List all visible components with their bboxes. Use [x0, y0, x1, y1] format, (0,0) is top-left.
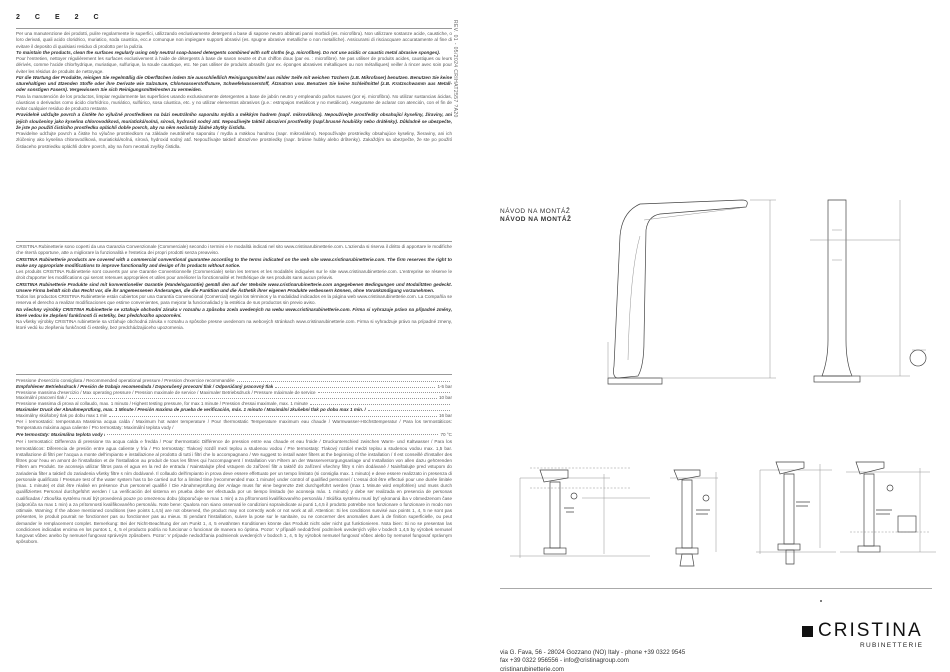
header-code: C: [93, 14, 100, 21]
small-drawing-1: [510, 448, 660, 568]
tech-row: Maximálny skúšobný tlak po dobu max 1 min 16 bar: [16, 412, 452, 418]
text-column: [16, 14, 452, 615]
fax-email-line: fax +39 0322 956556 - info@cristinagroup.com: [500, 657, 629, 665]
small-drawing-3: [756, 448, 836, 568]
divider: [16, 28, 452, 29]
header-code: 2: [74, 14, 80, 21]
warranty-cz: Na všechny výrobky CRISTINA Rubinetterie se vztahuje obchodní záruka v rozsahu a způsobu zcela uvedených na webu www.cristinarubinetterie.com. Firma si vyhrazuje právo na případné změny, které vedou ke zlepšení funkčnosti či estetiky, bez předchozího upozornění.: [16, 306, 452, 318]
maintenance-section: [16, 31, 452, 227]
dot-mark: [820, 600, 822, 602]
warranty-en: CRISTINA Rubinetterie products are covered with a commercial conventional guarantee according to the terms indicated on the web site www.cristinarubinetterie.com. The firm reserves the right to make any appropriate modifications to improve functionality and design of its products without notice.: [16, 256, 452, 268]
header-codes: [16, 14, 452, 26]
tech-row: Pressione massima di prova al collaudo, max. 1 minuto / Highest testing pressure, for max 1 minute / Pression d'essai maximale, max. 1 minute: [16, 401, 452, 407]
maintenance-it: Per una manutenzione dei prodotti, pulire regolarmente le superfici, utilizzando esclusivamente detergenti a base di sapone neutro abbinati panni morbidi (es. microfibra). Non utilizzare sostanze acide, caustiche, o loro derivati, quali acido cloridrico, muriatico, soda caustica, ecc.e comunque non impiegare supporti abrasivi (es. spugne abrasive metalliche o non metalliche). Assicurarsi di risciacquare accuratamente al fine di evitare il deposito di qualsiasi residuo di prodotto per la pulizia.: [16, 31, 452, 49]
warranty-fr: Les produits CRISTINA Rubinetterie sont couverts par une Garantie Conventionnelle (Commerciale) selon les termes et les modalités indiquées sur le site www.cristinarubinetterie.com. L'entreprise se réserve le droit d'apporter les modifications qui seront retenues appropriées et utiles pour améliorer la fonctionnalité et l'esthétique de ses produits sans aucun préavis.: [16, 269, 452, 281]
revision-reference: REV. 01 - 05/2024 CRIHAT2557 ?A20: [452, 20, 458, 118]
tech-row: Pressione d'esercizio consigliata / Recommended operational pressure / Pression d'exercice recommandée: [16, 378, 452, 384]
tech-row: Per i termostatici: temperatura Massima acqua calda / Maximum hot water temperature / Pour thermostatic Temperature maximum eau chaude / Warmwasser-Höchsttemperatur / Para los termostáticos: Temperatura máxima agua caliente / Pro termostaty: Maximální teplota vody /: [16, 418, 452, 430]
warranty-de: CRISTINA Rubinetterie Produkte sind mit konventioneller Garantie (Handelsgarantie) gemäß den auf der Website www.cristinarubinetterie.com angegebenen Bedingungen und Modalitäten gedeckt. Unsere Firma behält sich das Recht vor, die ihr angemessenen Änderungen, die die Funktion und die Ästhetik ihrer eigenen Produkte verbessern können, ohne Vorankündigung vorzunehmen.: [16, 281, 452, 293]
manual-title-1: NÁVOD NA MONTÁŽ: [500, 208, 571, 215]
warranty-es: Todos los productos CRISTINA Rubinetterie están cubiertos por una Garantía Convencional (Comercial) según los términos y la modalidad indicados en la página web www.cristinarubinetterie.com. La Compañía se reserva el derecho a realizar modificaciones que estime convenientes, para mejorar la funcionalidad y la estética de sus productos sin previo aviso.: [16, 294, 452, 306]
maintenance-sk: Pravidelne udržujte povrch a čistite ho výlučne prostriedkom na základe neutrálneho saponátu / mydla a mäkkou handrou (napr. mikrovlákno). Nepoužívajte prostriedky obsahujúce kyseliny, žieraviny, ani ich zlúčeniny ako kyselina chlorovodíková, muriatická/soľná, sírová, hydroxid sodný atď. Nepoužívajte taktiež abrazívne prostriedky (napr. brúsne hubky alebo drôtenky). Zakaždým sa ubezpečte, že ste po použití čistiaceho prostriedku opláchli dobre povrch, aby na ňom neostali zvyšky čistidla.: [16, 131, 452, 149]
maintenance-es: Para la manutención de los productos, limpiar regularmente las superficies usando exclusivamente detergentes a base de jabón neutro y empleando paños suaves (por ej. microfibra). No utilizar sustancias ácidas, cáusticas o derivados como ácido clorhídrico, muriático, sulfúrico, sosa cáustica, etc. y no utilizar elementos abrasivos (p.e.: estropajos metálicos y no metálicos). Asegurarse de aclarar con atención, con el fin de evitar cualquier residuo de producto restante.: [16, 93, 452, 111]
website-line: cristinarubinetterie.com: [500, 665, 564, 672]
divider: [16, 241, 452, 242]
tech-row: Pre termostaty: Maximálna teplota vody / 70 °C: [16, 431, 452, 437]
header-code: E: [54, 14, 61, 21]
technical-data: [16, 378, 452, 437]
warranty-it: CRISTINA Rubinetterie sono coperti da una Garanzia Convenzionale (Commerciale) secondo i termini e le modalità indicati nel sito www.cristinarubinetterie.com. L'azienda si riserva il diritto di apportare le modifiche che riterrà opportune, atte a migliorare la funzionalità e l'estetica dei propri prodotti senza preavviso.: [16, 244, 452, 256]
divider: [16, 374, 452, 375]
logo-subtitle: RUBINETTERIE: [860, 642, 924, 649]
cristina-logo: [802, 622, 937, 652]
logo-name: CRISTINA: [818, 620, 923, 641]
tech-row: Maximaler Druck der Abnahmeprüfung, max. 1 Minute / Presión maxima de prueba de verificación, máx. 1 minuto / Maximální zkušební tlak po dobu max 1 min. /: [16, 407, 452, 413]
manual-title: [500, 208, 572, 224]
company-contact: [500, 649, 685, 672]
footer-divider: [500, 588, 932, 589]
header-code: C: [34, 14, 41, 21]
small-drawing-4: [840, 448, 936, 568]
logo-square-icon: [802, 626, 813, 637]
installation-notes: Per i termostatici: Differenza di pressione tra acqua calda e fredda / Pour thermostatic Différence de pression entre eau chaude et eau froide / Druckunterschied zwischen Warm- und Kaltwasser / Para los termostáticos: Diferencia de presión entre agua caliente y fría / Pro termostaty: Tlakový rozdíl mezi teplou a studenou vodou / Pre termostaty: Tlakový rozdiel medzi teplou a studenou vodou max. 1,5 bar. Installazione di filtri per l'acqua a monte dell'impianto e installazione al prodotto di tutti i filtri che lo accompagnano / We suggest to install water filters at the beginning of the installation / Il est conseillé d'installer des filtres pour l'eau en amont de l'installation et de l'installation au produit de tous les filtres qui l'accompagnent / Installation von Filtern an der Wasserversorgungsanlage und Installation von allen dazu gehörenden Filtern am Produkt. Se aconseja utilizar filtros para el agua en la red de entrada / Nainstalujte před vstupem do zařízení filtr a taktéž do zařízení všechny filtry s ním dodávané / Nainštalujte pred vstupom do zariadenia filter a taktiež do zariadenia všetky filtre s ním dodávané. Il collaudo dell'impianto in prova deve essere effettuato per un tempo limitato (si consiglia max. 1 minuto) e deve essere realizzato in presenza di personale qualificato / Pressure test of the water system has to be carried out for a limited time (recommended max 1 minute) under control of qualified personnel / L'essai doit être effectué pour une durée limitée (max. 1 minute) et doit être réalisé en présence d'un personnel qualifié / Die Abnahmeprüfung der Anlage muss für eine begrenzte Zeit durchgeführt werden (max 1 Minute wird empfohlen) und muss durch qualifiziertes Personal durchgeführt werden / La verificación del sistema en prueba debe ser efectuada por un tiempo limitado (se aconseja máx. 1 minuto) y debe ser realizada en presencia de personas cualificadas / Zkouška systému musí být provedená pouze po omezenou dobu (doporučuje se max 1 min) a za přítomnosti kvalifikovaného personálu / Skúška systému musí byť vykonaná iba v obmedzenom čase (odporúča sa max 1 min) a za prítomnosti kvalifikovaného personálu. Note bene: Qualora non siano osservati le condizioni sopraindicate ai punti 1,4,5 il prodotto potrebbe non funzionare o funzionare in modo non ottimale. Warning: If the above mentioned conditions (see points 1,4,5) are not observed, the product may not correctly work or not work at all. Attention: Si les conditions susvisé aux points 1, 4, 5 ne sont pas présentes, le produit pourrait ne fonctionner pas ou fonctionner pas au mieux. Si pendant l'installation, suivre la pose sur le sanitaire, ou ne concerner des anomalies dues à de finition superficielle, ou peut demander le remplacement complet. Bemerkung: Bei der Nicht-Beachtung der am Punkt 1, 4, 5 erwähnten Konditionen könnte das Produkt nicht oder nicht gut funktionieren. Nota bien: Si no se presentan las condiciones indicadas encima en los puntos 1, 4, 5 el producto podría no funcionar o funcionar de manera no óptima. Pozor: V případě nedodržení podmínek uvedených výše v bodech 1,4,5 by výrobek nemusel fungovat vůbec anebo by nemusel fungovat správným způsobem. Pozor: V prípade nedodržania podmienok uvedených v bodoch 1, 4, 5 by výrobok nemusel fungovať vôbec alebo by nemusel fungovať správnym spôsobom.: [16, 439, 452, 545]
tech-row: Maximální pracovní tlak / 10 bar: [16, 395, 452, 401]
maintenance-de: Für die Wartung der Produkte, reinigen Sie regelmäßig die Oberflächen indem Sie ausschließlich Reinigungsmittel aus milder Seife mit weichen Tüchern (z.B. Mikrofaser) benutzen. Benutzen Sie keine säurehaltigen und ätzenden Stoffe oder ihre Derivate wie Salzsäure, Chlorwasserstoffsäure, Schwefelwasserstoff, Ätznatron usw. Benutzen Sie keine Schleifmittel (z.B. Kratzschwamm aus Metall- oder sonstigen Fasern). Vergewissern Sie sich Reinigungsmittelresten zu vermeiden.: [16, 74, 452, 93]
warranty-section: [16, 244, 452, 356]
address-line: via G. Fava, 56 - 28024 Gozzano (NO) Italy - phone +39 0322 9545: [500, 649, 686, 656]
maintenance-cz: Pravidelně udržujte povrch a čistěte ho výlučně prostředkem na bázi neutrálního saponátu mýdla a měkkým hadrem (např. mikrovlákno). Nepoužívejte prostředky obsahující kyseliny, žíraviny, ani jejich sloučeniny jako kyselina chlorovodíková, muriatická/solná, sírová, hydroxid sodný atd. Nepoužívejte taktéž abrazivní prostředky (např.brusné houbičky nebo drátěnky). Důkladně se ubezpečte, že jste po použití čisticího prostředku opláchli dobře povrch, aby na něm nezůstaly žádné zbytky čistidla.: [16, 112, 452, 130]
tech-row: Pressione massima d'esercizio / Max operating pressure / Pression maximale de service / Maximaler Betriebsdruck / Pressure máximale de service: [16, 390, 452, 396]
manual-title-2: NÁVOD NA MONTÁŽ: [500, 216, 572, 223]
maintenance-en: To maintain the products, clean the surfaces regularly using only neutral soap-based detergents combined with soft cloths (e.g. microfibre). Do not use acidic or caustic metal abrasive sponges).: [16, 49, 441, 55]
maintenance-fr: Pour l'entretien, nettoyer régulièrement les surfaces exclusivement à l'aide de détergents à base de savon neutre et d'un chiffon doux (par ex. : microfibre). Ne pas utiliser de produits acides, caustiques ou leurs dérivés, comme l'acide chlorhydrique, muriatique, sulfurique, la soude caustique, etc. Ne pas utiliser de produits abrasifs (par ex. éponges abrasives métalliques ou non métalliques) veiller à rincer avec soin pour éviter les résidus de produits de nettoyage.: [16, 56, 452, 74]
faucet-drawing: [600, 190, 930, 390]
tech-row: Empfohlener Betriebsdruck / Presión de trabajo recomendada / Doporučený provozní tlak / Odporúčaný pracovný tlak 1-5 bar: [16, 383, 452, 389]
diagram-column: [490, 0, 950, 672]
warranty-sk: Na všetky výrobky CRISTINA rubinetterie sa vzťahuje obchodná záruka v rozsahu a spôsobe presne uvedenom na webových stránkach www.cristinarubinetterie.com. Firma si vyhradzuje právo na prípadné zmeny, ktoré vedú ku zlepšeniu funkčnosti či estetiky, bez predchádzajúceho upozornenia.: [16, 319, 452, 331]
header-code: 2: [16, 14, 21, 21]
small-drawing-2: [666, 448, 726, 568]
